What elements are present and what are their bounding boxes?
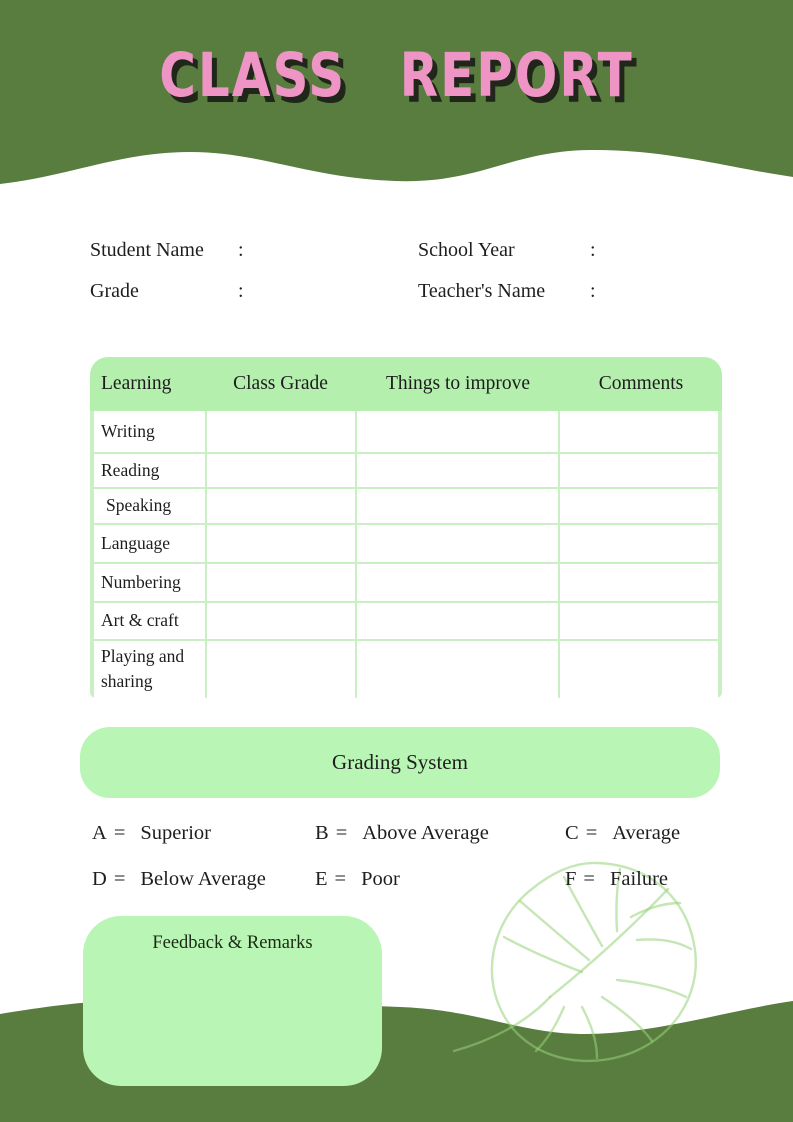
legend-letter: E [315, 868, 328, 890]
school-year-field [418, 234, 710, 261]
legend-entry-b [315, 822, 565, 845]
legend-equals: = [335, 822, 348, 844]
grading-system-title: Grading System [332, 750, 468, 774]
legend-letter: F [565, 868, 577, 890]
column-header-class-grade: Class Grade [233, 373, 328, 394]
row-label: Playing and sharing [94, 641, 205, 698]
grade-field [90, 275, 418, 302]
table-row [94, 454, 718, 487]
learning-table [90, 357, 722, 698]
teacher-name-value[interactable] [604, 275, 710, 297]
legend-meaning: Superior [140, 822, 211, 844]
table-row [94, 564, 718, 601]
student-name-colon: : [238, 239, 244, 261]
column-header-learning: Learning [101, 373, 172, 394]
things-to-improve-cell[interactable] [357, 641, 558, 698]
class-grade-cell[interactable] [207, 525, 355, 562]
grade-value[interactable] [252, 275, 418, 297]
legend-equals: = [334, 868, 347, 890]
legend-equals: = [585, 822, 598, 844]
table-row [94, 525, 718, 562]
legend-entry-c [565, 822, 732, 845]
things-to-improve-cell[interactable] [357, 525, 558, 562]
grading-legend [92, 822, 732, 891]
grading-system-banner [80, 727, 720, 798]
row-label: Reading [94, 454, 205, 487]
grade-label: Grade [90, 280, 139, 302]
legend-entry-e [315, 868, 565, 891]
student-info-section [90, 234, 710, 302]
table-body [90, 411, 722, 698]
legend-letter: B [315, 822, 329, 844]
legend-meaning: Below Average [140, 868, 266, 890]
student-name-field [90, 234, 418, 261]
column-header-things-to-improve: Things to improve [385, 373, 531, 394]
table-row [94, 489, 718, 523]
class-grade-cell[interactable] [207, 489, 355, 523]
comments-cell[interactable] [560, 525, 718, 562]
comments-cell[interactable] [560, 603, 718, 639]
comments-cell[interactable] [560, 489, 718, 523]
things-to-improve-cell[interactable] [357, 603, 558, 639]
feedback-remarks-box [83, 916, 382, 1086]
class-grade-cell[interactable] [207, 411, 355, 452]
legend-entry-d [92, 868, 315, 891]
school-year-value[interactable] [604, 234, 710, 256]
feedback-remarks-content[interactable] [107, 960, 358, 1070]
table-row [94, 641, 718, 694]
comments-cell[interactable] [560, 641, 718, 698]
legend-equals: = [583, 868, 595, 890]
things-to-improve-cell[interactable] [357, 411, 558, 452]
row-label: Speaking [94, 489, 205, 523]
school-year-label: School Year [418, 239, 515, 261]
feedback-remarks-title: Feedback & Remarks [152, 933, 313, 953]
legend-equals: = [113, 868, 126, 890]
class-grade-cell[interactable] [207, 454, 355, 487]
teacher-name-colon: : [590, 280, 596, 302]
legend-equals: = [113, 822, 126, 844]
column-header-comments: Comments [598, 373, 684, 394]
comments-cell[interactable] [560, 454, 718, 487]
class-grade-cell[interactable] [207, 641, 355, 698]
school-year-colon: : [590, 239, 596, 261]
table-header-row [90, 357, 722, 411]
class-grade-cell[interactable] [207, 603, 355, 639]
legend-meaning: Average [612, 822, 681, 844]
comments-cell[interactable] [560, 411, 718, 452]
legend-letter: D [92, 868, 107, 890]
row-label: Language [94, 525, 205, 562]
student-name-value[interactable] [252, 234, 418, 256]
legend-entry-a [92, 822, 315, 845]
things-to-improve-cell[interactable] [357, 564, 558, 601]
teacher-name-field [418, 275, 710, 302]
legend-letter: A [92, 822, 107, 844]
legend-letter: C [565, 822, 579, 844]
class-grade-cell[interactable] [207, 564, 355, 601]
teacher-name-label: Teacher's Name [418, 280, 546, 302]
table-row [94, 603, 718, 639]
legend-entry-f [565, 868, 732, 891]
page-title: CLASS REPORT [159, 40, 634, 111]
row-label: Numbering [94, 564, 205, 601]
grade-colon: : [238, 280, 244, 302]
legend-meaning: Poor [361, 868, 400, 890]
comments-cell[interactable] [560, 564, 718, 601]
legend-meaning: Above Average [362, 822, 489, 844]
row-label: Writing [94, 411, 205, 452]
things-to-improve-cell[interactable] [357, 454, 558, 487]
things-to-improve-cell[interactable] [357, 489, 558, 523]
row-label: Art & craft [94, 603, 205, 639]
table-row [94, 411, 718, 452]
legend-meaning: Failure [609, 868, 669, 890]
student-name-label: Student Name [90, 239, 204, 261]
